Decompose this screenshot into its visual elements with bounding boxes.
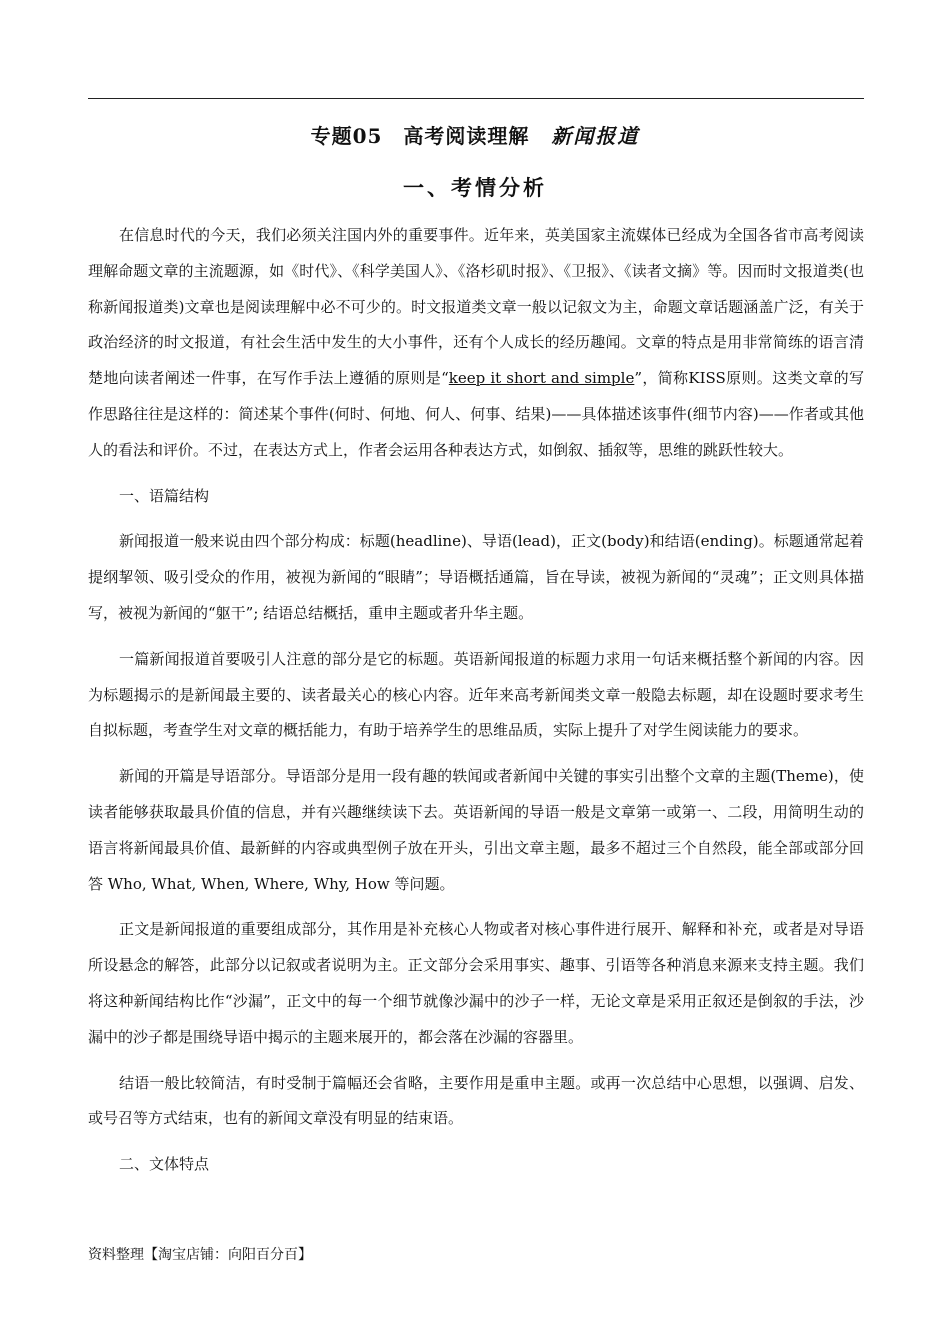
subheading-style: 二、文体特点: [119, 1155, 210, 1174]
subheading-structure: 一、语篇结构: [119, 486, 210, 505]
intro-text-b: ”，简称KISS原则。这类文章的写作思路往往是这样的：简述某个事件(何时、何地、何人、何事、结果)——具体描述该事件(细节内容)——作者或其他人的看法和评价。不过，在表达方式上，作者会运用各种表达方式，如倒叙、插叙等，思维的跳跃性较大。: [88, 369, 864, 459]
title-main: 专题05 高考阅读理解: [310, 124, 530, 148]
header-rule: [88, 98, 864, 99]
title-sub: 新闻报道: [551, 124, 640, 148]
paragraph-body: 正文是新闻报道的重要组成部分，其作用是补充核心人物或者对核心事件进行展开、解释和补充，或者是对导语所设悬念的解答，此部分以记叙或者说明为主。正文部分会采用事实、趣事、引语等各种消息来源来支持主题。我们将这种新闻结构比作“沙漏”，正文中的每一个细节就像沙漏中的沙子一样，无论文章是采用正叙还是倒叙的手法，沙漏中的沙子都是围绕导语中揭示的主题来展开的，都会落在沙漏的容器里。: [88, 920, 864, 1046]
document-body: [88, 218, 864, 1193]
kiss-link-text: keep it short and simple: [448, 369, 635, 388]
paragraph-ending: 结语一般比较简洁，有时受制于篇幅还会省略，主要作用是重申主题。或再一次总结中心思想，以强调、启发、或号召等方式结束，也有的新闻文章没有明显的结束语。: [88, 1073, 864, 1128]
paragraph-lead: 新闻的开篇是导语部分。导语部分是用一段有趣的轶闻或者新闻中关键的事实引出整个文章的主题(Theme)，使读者能够获取最具价值的信息，并有兴趣继续读下去。英语新闻的导语一般是文章第一或第一、二段，用简明生动的语言将新闻最具价值、最新鲜的内容或典型例子放在开头，引出文章主题，最多不超过三个自然段，能全部或部分回答 Who, What, When, Where, Why, How 等问题。: [88, 767, 864, 893]
paragraph-intro: [88, 218, 864, 469]
page-title: [0, 120, 950, 149]
intro-text-a: 在信息时代的今天，我们必须关注国内外的重要事件。近年来，英美国家主流媒体已经成为全国各省市高考阅读理解命题文章的主流题源，如《时代》、《科学美国人》、《洛杉矶时报》、《卫报》、《读者文摘》等。因而时文报道类(也称新闻报道类)文章也是阅读理解中必不可少的。时文报道类文章一般以记叙文为主，命题文章话题涵盖广泛，有关于政治经济的时文报道，有社会生活中发生的大小事件，还有个人成长的经历趣闻。文章的特点是用非常简练的语言清楚地向读者阐述一件事，在写作手法上遵循的原则是“: [88, 226, 864, 388]
page-footer: 资料整理【淘宝店铺：向阳百分百】: [88, 1247, 312, 1263]
section-heading: 一、考情分析: [403, 175, 547, 200]
paragraph-headline: 一篇新闻报道首要吸引人注意的部分是它的标题。英语新闻报道的标题力求用一句话来概括整个新闻的内容。因为标题揭示的是新闻最主要的、读者最关心的核心内容。近年来高考新闻类文章一般隐去标题，却在设题时要求考生自拟标题，考查学生对文章的概括能力，有助于培养学生的思维品质，实际上提升了对学生阅读能力的要求。: [88, 649, 864, 740]
paragraph-structure: 新闻报道一般来说由四个部分构成：标题(headline)、导语(lead)，正文(body)和结语(ending)。标题通常起着提纲挈领、吸引受众的作用，被视为新闻的“眼睛”；导语概括通篇，旨在导读，被视为新闻的“灵魂”；正文则具体描写，被视为新闻的“躯干”; 结语总结概括，重申主题或者升华主题。: [88, 532, 864, 622]
